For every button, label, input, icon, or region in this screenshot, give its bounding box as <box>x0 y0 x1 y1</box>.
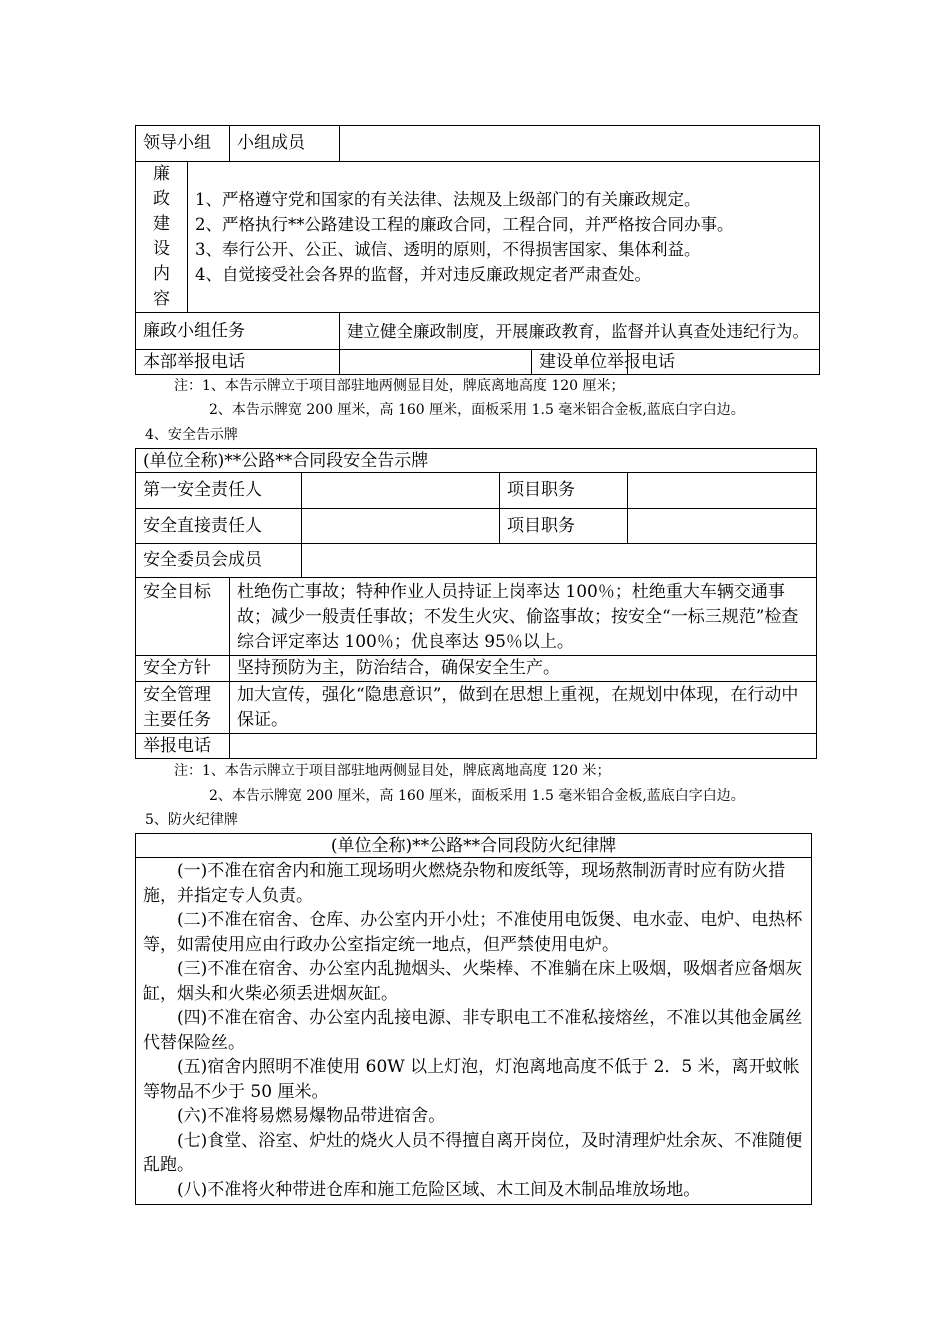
report-phone-value <box>230 734 817 759</box>
hq-report-phone-value <box>340 350 532 375</box>
project-post-value <box>628 473 817 509</box>
fire-rule: (八)不准将火种带进仓库和施工危险区域、木工间及木制品堆放场地。 <box>177 1179 701 1200</box>
fire-board-header: (单位全称)**公路**合同段防火纪律牌 <box>136 834 812 858</box>
project-post-value-2 <box>628 509 817 544</box>
safety-mgmt-value: 加大宣传，强化“隐患意识”，做到在思想上重视，在规划中体现，在行动中保证。 <box>230 682 817 734</box>
safety-policy-label: 安全方针 <box>136 656 230 682</box>
fire-rule: (三)不准在宿舍、办公室内乱抛烟头、火柴棒、不准躺在床上吸烟，吸烟者应备烟灰缸，烟头和火柴必须丢进烟灰缸。 <box>143 959 803 1004</box>
safety-table <box>135 448 817 759</box>
section5-title: 5、防火纪律牌 <box>145 812 238 828</box>
content-item: 3、奉行公开、公正、诚信、透明的原则，不得损害国家、集体利益。 <box>195 240 701 259</box>
content-item: 2、严格执行**公路建设工程的廉政合同，工程合同，并严格按合同办事。 <box>195 215 734 234</box>
section4-title: 4、安全告示牌 <box>145 427 238 443</box>
safety-goal-label: 安全目标 <box>136 578 230 656</box>
fire-discipline-table <box>135 833 812 1205</box>
integrity-content-list <box>188 162 820 313</box>
note1-line1: 注：1、本告示牌立于项目部驻地两侧显目处，牌底离地高度 120 厘米； <box>174 378 625 394</box>
integrity-table <box>135 125 820 375</box>
fire-rule: (六)不准将易燃易爆物品带进宿舍。 <box>177 1106 446 1126</box>
content-item: 1、严格遵守党和国家的有关法律、法规及上级部门的有关廉政规定。 <box>195 190 701 209</box>
group-members-label: 小组成员 <box>230 126 340 162</box>
direct-responsible-label: 安全直接责任人 <box>136 509 302 544</box>
safety-goal-value: 杜绝伤亡事故；特种作业人员持证上岗率达 100％；杜绝重大车辆交通事故；减少一般责任事故；不发生火灾、偷盗事故；按安全“一标三规范”检查综合评定率达 100％；优良率达 95％以上。 <box>230 578 817 656</box>
content-item: 4、自觉接受社会各界的监督，并对违反廉政规定者严肃查处。 <box>195 265 651 284</box>
project-post-label-2: 项目职务 <box>500 509 628 544</box>
fire-rules <box>136 858 812 1205</box>
committee-value <box>302 544 817 578</box>
note2-line2: 2、本告示牌宽 200 厘米，高 160 厘米，面板采用 1.5 毫米铝合金板,蓝底白字白边。 <box>209 788 745 804</box>
committee-label: 安全委员会成员 <box>136 544 302 578</box>
group-members-value <box>340 126 820 162</box>
fire-rule: (七)食堂、浴室、炉灶的烧火人员不得擅自离开岗位，及时清理炉灶余灰、不准随便乱跑。 <box>143 1130 803 1175</box>
fire-rule: (四)不准在宿舍、办公室内乱接电源、非专职电工不准私接熔丝，不准以其他金属丝代替保险丝。 <box>143 1008 803 1053</box>
fire-rule: (一)不准在宿舍内和施工现场明火燃烧杂物和废纸等，现场熬制沥青时应有防火措施，并指定专人负责。 <box>143 861 786 906</box>
note2-line1: 注：1、本告示牌立于项目部驻地两侧显目处，牌底离地高度 120 米； <box>174 763 611 779</box>
note1-line2: 2、本告示牌宽 200 厘米，高 160 厘米，面板采用 1.5 毫米铝合金板,蓝底白字白边。 <box>209 402 745 418</box>
report-phone-label: 举报电话 <box>136 734 230 759</box>
safety-mgmt-label: 安全管理主要任务 <box>136 682 230 734</box>
unit-report-phone-label: 建设单位举报电话 <box>532 350 628 375</box>
integrity-task-label: 廉政小组任务 <box>136 313 340 350</box>
fire-rule: (五)宿舍内照明不准使用 60W 以上灯泡，灯泡离地高度不低于 2．5 米，离开蚊帐等物品不少于 50 厘米。 <box>143 1057 800 1102</box>
project-post-label: 项目职务 <box>500 473 628 509</box>
integrity-task-value: 建立健全廉政制度，开展廉政教育，监督并认真查处违纪行为。 <box>340 313 820 350</box>
integrity-content-label: 廉 政 建 设 内 容 <box>136 162 188 313</box>
safety-policy-value: 坚持预防为主，防治结合，确保安全生产。 <box>230 656 817 682</box>
safety-board-header: (单位全称)**公路**合同段安全告示牌 <box>136 449 817 473</box>
direct-responsible-value <box>302 509 500 544</box>
hq-report-phone-label: 本部举报电话 <box>136 350 340 375</box>
first-responsible-label: 第一安全责任人 <box>136 473 302 509</box>
first-responsible-value <box>302 473 500 509</box>
leader-group-label: 领导小组 <box>136 126 230 162</box>
fire-rule: (二)不准在宿舍、仓库、办公室内开小灶；不准使用电饭煲、电水壶、电炉、电热杯等，如需使用应由行政办公室指定统一地点，但严禁使用电炉。 <box>143 910 803 955</box>
